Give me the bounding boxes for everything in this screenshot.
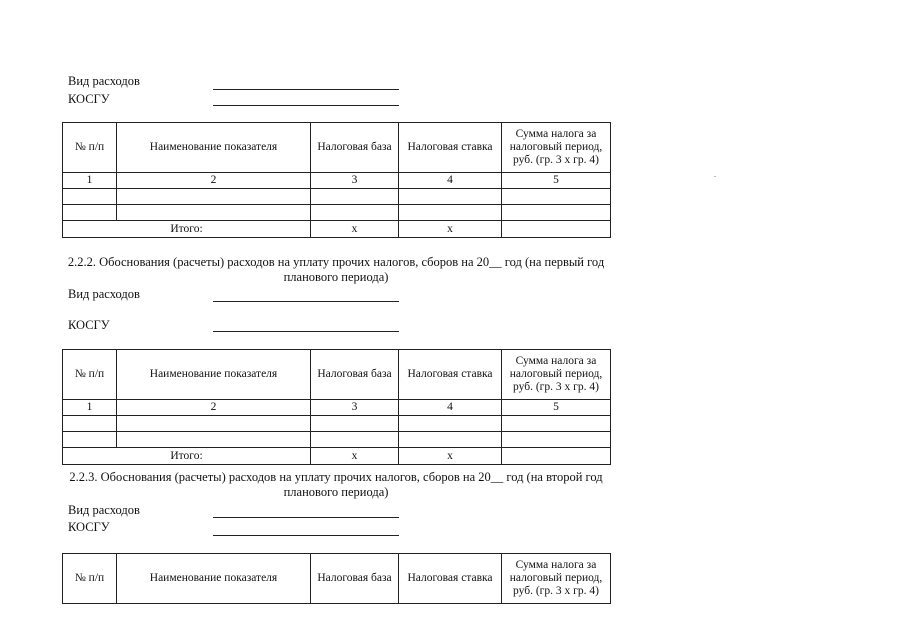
col-num-2: 2 <box>117 173 311 189</box>
total-label: Итого: <box>63 221 311 238</box>
col-number-header: № п/п <box>63 554 117 604</box>
col-number-header: № п/п <box>63 123 117 173</box>
col-indicator-header: Наименование показателя <box>117 123 311 173</box>
col-tax-sum-header: Сумма налога за налоговый период, руб. (гр. 3 х гр. 4) <box>502 350 611 400</box>
table-header-row <box>63 554 611 604</box>
col-tax-sum-header: Сумма налога за налоговый период, руб. (гр. 3 х гр. 4) <box>502 554 611 604</box>
table-cell[interactable] <box>311 189 399 205</box>
expense-type-label: Вид расходов <box>68 287 140 301</box>
table-cell[interactable] <box>399 432 502 448</box>
table-cell[interactable] <box>63 189 117 205</box>
kosgu-label: КОСГУ <box>68 520 110 534</box>
column-numbers-row <box>63 400 611 416</box>
total-x-mark: х <box>399 448 502 465</box>
table-cell[interactable] <box>502 416 611 432</box>
col-num-1: 1 <box>63 173 117 189</box>
expense-type-label: Вид расходов <box>68 74 140 88</box>
table-header-row <box>63 350 611 400</box>
col-tax-rate-header: Налоговая ставка <box>399 554 502 604</box>
table-cell[interactable] <box>399 189 502 205</box>
col-tax-sum-header: Сумма налога за налоговый период, руб. (гр. 3 х гр. 4) <box>502 123 611 173</box>
kosgu-field[interactable] <box>213 331 399 332</box>
column-numbers-row <box>63 173 611 189</box>
table-cell[interactable] <box>63 205 117 221</box>
col-num-3: 3 <box>311 400 399 416</box>
tax-table-3 <box>62 553 611 604</box>
table-cell[interactable] <box>117 189 311 205</box>
table-cell[interactable] <box>502 189 611 205</box>
table-cell[interactable] <box>117 416 311 432</box>
col-num-1: 1 <box>63 400 117 416</box>
total-sum-cell[interactable] <box>502 221 611 238</box>
table-cell[interactable] <box>311 205 399 221</box>
col-num-5: 5 <box>502 400 611 416</box>
table-cell[interactable] <box>63 416 117 432</box>
total-x-mark: х <box>311 448 399 465</box>
table-cell[interactable] <box>117 432 311 448</box>
col-indicator-header: Наименование показателя <box>117 554 311 604</box>
scan-speck <box>714 176 716 177</box>
table-cell[interactable] <box>311 432 399 448</box>
total-label: Итого: <box>63 448 311 465</box>
table-cell[interactable] <box>63 432 117 448</box>
section-heading-2-2-2: 2.2.2. Обоснования (расчеты) расходов на уплату прочих налогов, сборов на 20__ год (на первый год планового периода) <box>67 255 605 284</box>
col-num-4: 4 <box>399 400 502 416</box>
col-num-3: 3 <box>311 173 399 189</box>
kosgu-field[interactable] <box>213 535 399 536</box>
total-row <box>63 448 611 465</box>
col-num-5: 5 <box>502 173 611 189</box>
col-tax-base-header: Налоговая база <box>311 123 399 173</box>
col-tax-rate-header: Налоговая ставка <box>399 123 502 173</box>
total-sum-cell[interactable] <box>502 448 611 465</box>
table-cell[interactable] <box>311 416 399 432</box>
total-x-mark: х <box>311 221 399 238</box>
expense-type-field[interactable] <box>213 517 399 518</box>
expense-type-label: Вид расходов <box>68 503 140 517</box>
table-cell[interactable] <box>117 205 311 221</box>
col-tax-base-header: Налоговая база <box>311 350 399 400</box>
kosgu-field[interactable] <box>213 105 399 106</box>
kosgu-label: КОСГУ <box>68 92 110 106</box>
expense-type-field[interactable] <box>213 89 399 90</box>
col-tax-base-header: Налоговая база <box>311 554 399 604</box>
table-row <box>63 189 611 205</box>
table-cell[interactable] <box>502 432 611 448</box>
table-header-row <box>63 123 611 173</box>
expense-type-field[interactable] <box>213 301 399 302</box>
col-tax-rate-header: Налоговая ставка <box>399 350 502 400</box>
table-row <box>63 205 611 221</box>
table-cell[interactable] <box>399 416 502 432</box>
total-x-mark: х <box>399 221 502 238</box>
col-num-4: 4 <box>399 173 502 189</box>
tax-table-2 <box>62 349 611 465</box>
table-row <box>63 432 611 448</box>
tax-table-1 <box>62 122 611 238</box>
section-heading-2-2-3: 2.2.3. Обоснования (расчеты) расходов на уплату прочих налогов, сборов на 20__ год (на второй год планового периода) <box>69 470 603 499</box>
table-cell[interactable] <box>502 205 611 221</box>
kosgu-label: КОСГУ <box>68 318 110 332</box>
col-indicator-header: Наименование показателя <box>117 350 311 400</box>
col-number-header: № п/п <box>63 350 117 400</box>
table-cell[interactable] <box>399 205 502 221</box>
table-row <box>63 416 611 432</box>
total-row <box>63 221 611 238</box>
col-num-2: 2 <box>117 400 311 416</box>
